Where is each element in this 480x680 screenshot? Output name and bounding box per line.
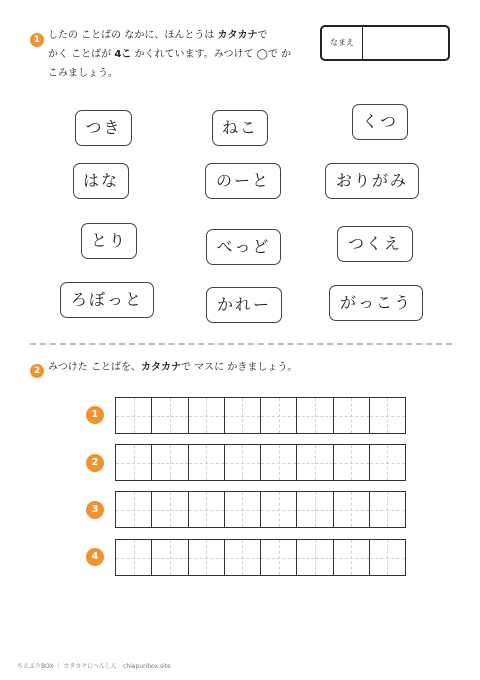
section-divider <box>30 343 452 345</box>
answer-grid-4[interactable] <box>115 539 406 576</box>
word-card[interactable]: ねこ <box>212 110 268 146</box>
word-card[interactable]: つくえ <box>337 226 413 262</box>
word-card[interactable]: つき <box>75 110 132 146</box>
grid-cell[interactable] <box>370 492 405 527</box>
grid-cell[interactable] <box>152 540 188 575</box>
grid-cell[interactable] <box>189 540 225 575</box>
grid-cell[interactable] <box>189 398 225 433</box>
row-number-badge: 3 <box>86 501 104 519</box>
grid-cell[interactable] <box>116 445 152 480</box>
grid-cell[interactable] <box>334 398 370 433</box>
grid-cell[interactable] <box>116 492 152 527</box>
grid-cell[interactable] <box>225 398 261 433</box>
grid-cell[interactable] <box>370 445 405 480</box>
word-card[interactable]: くつ <box>352 104 408 140</box>
grid-cell[interactable] <box>116 398 152 433</box>
grid-cell[interactable] <box>370 398 405 433</box>
word-card[interactable]: がっこう <box>329 285 423 321</box>
grid-cell[interactable] <box>261 540 297 575</box>
grid-cell[interactable] <box>225 540 261 575</box>
row-number-badge: 1 <box>86 406 104 424</box>
section-1-instruction: したの ことばの なかに、ほんとうは カタカナで かく ことばが 4こ かくれています。みつけて ◯で か こみましょう。 <box>48 30 292 79</box>
word-card[interactable]: とり <box>81 223 137 259</box>
grid-cell[interactable] <box>152 492 188 527</box>
answer-grid-1[interactable] <box>115 397 406 434</box>
grid-cell[interactable] <box>152 398 188 433</box>
grid-cell[interactable] <box>189 445 225 480</box>
word-card[interactable]: のーと <box>205 163 281 199</box>
grid-cell[interactable] <box>297 398 333 433</box>
grid-cell[interactable] <box>334 540 370 575</box>
word-card[interactable]: かれー <box>206 287 282 323</box>
answer-grid-2[interactable] <box>115 444 406 481</box>
grid-cell[interactable] <box>152 445 188 480</box>
grid-cell[interactable] <box>225 445 261 480</box>
word-card[interactable]: はな <box>73 163 129 199</box>
name-box <box>320 25 450 61</box>
row-number-badge: 4 <box>86 548 104 566</box>
word-card[interactable]: ろぼっと <box>60 282 154 318</box>
grid-cell[interactable] <box>189 492 225 527</box>
grid-cell[interactable] <box>297 445 333 480</box>
grid-cell[interactable] <box>261 445 297 480</box>
section-2-number-badge: 2 <box>30 364 44 378</box>
footer-credit: ちえぶりBOX ｜ カタカナにへんしん chiepuribox.site <box>17 663 171 670</box>
grid-cell[interactable] <box>116 540 152 575</box>
grid-cell[interactable] <box>297 492 333 527</box>
name-field[interactable] <box>363 27 448 59</box>
grid-cell[interactable] <box>334 445 370 480</box>
grid-cell[interactable] <box>297 540 333 575</box>
grid-cell[interactable] <box>261 492 297 527</box>
grid-cell[interactable] <box>334 492 370 527</box>
section-1-number-badge: 1 <box>30 33 44 47</box>
name-label: なまえ <box>322 27 363 59</box>
grid-cell[interactable] <box>370 540 405 575</box>
section-2-instruction: みつけた ことばを、カタカナで マスに かきましょう。 <box>48 362 298 373</box>
answer-grid-3[interactable] <box>115 491 406 528</box>
word-card[interactable]: べっど <box>206 229 281 265</box>
grid-cell[interactable] <box>225 492 261 527</box>
grid-cell[interactable] <box>261 398 297 433</box>
row-number-badge: 2 <box>86 454 104 472</box>
word-card[interactable]: おりがみ <box>325 163 419 199</box>
